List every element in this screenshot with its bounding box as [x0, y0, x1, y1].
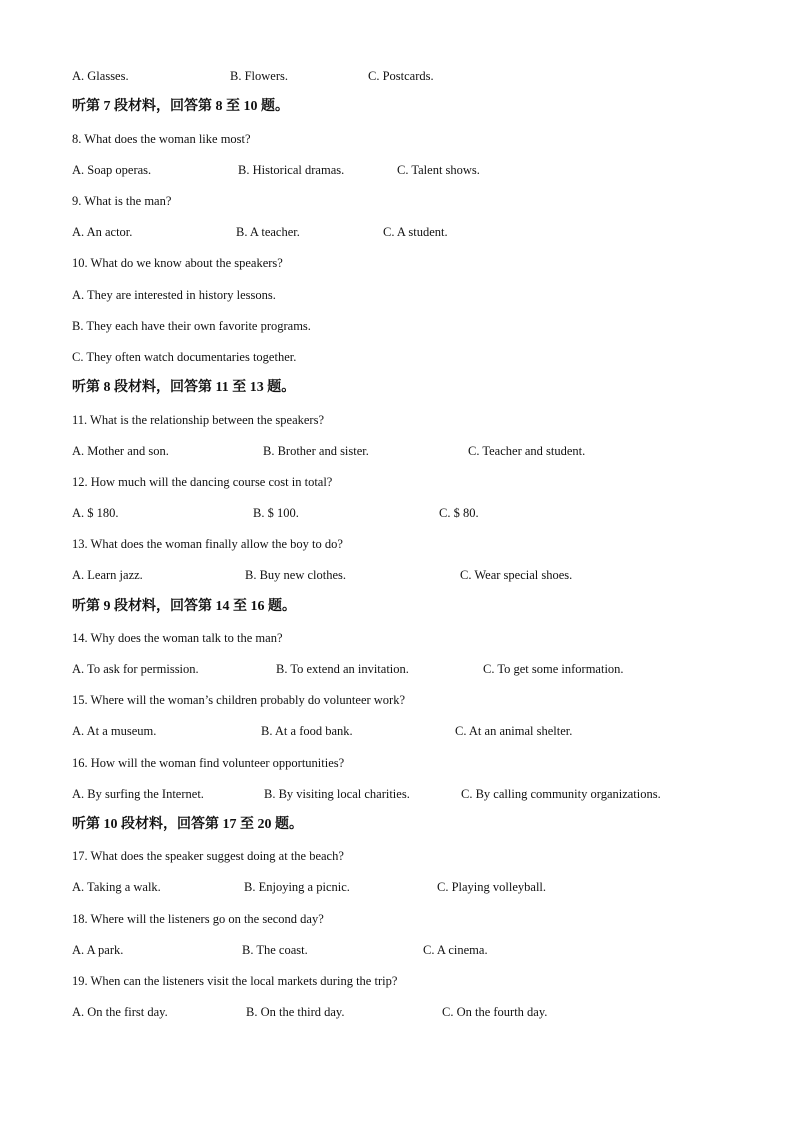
option-c: C. On the fourth day. [442, 1005, 548, 1019]
option-b: B. Enjoying a picnic. [244, 880, 350, 894]
option-a: A. Glasses. [72, 69, 129, 83]
question-text: 10. What do we know about the speakers? [72, 256, 283, 270]
option-b: B. Brother and sister. [263, 444, 369, 458]
option-c: C. By calling community organizations. [461, 787, 661, 801]
option-a: A. Soap operas. [72, 163, 152, 177]
option-c: C. A student. [383, 225, 448, 239]
option-c: C. At an animal shelter. [455, 724, 573, 738]
option-a: A. To ask for permission. [72, 662, 199, 676]
option-c: C. $ 80. [439, 506, 479, 520]
section-heading: 听第 9 段材料，回答第 14 至 16 题。 [72, 599, 296, 614]
option-b: B. Historical dramas. [238, 163, 345, 177]
question-text: 12. How much will the dancing course cost in total? [72, 475, 333, 489]
option-b: B. Flowers. [230, 69, 288, 83]
option-a: A. At a museum. [72, 724, 157, 738]
section-heading: 听第 8 段材料，回答第 11 至 13 题。 [72, 380, 296, 395]
option-c: C. Playing volleyball. [437, 880, 547, 894]
option-b: B. Buy new clothes. [245, 568, 347, 582]
option-a: A. Learn jazz. [72, 568, 143, 582]
question-text: 19. When can the listeners visit the local markets during the trip? [72, 974, 398, 988]
option-c: C. Wear special shoes. [460, 568, 573, 582]
question-text: 17. What does the speaker suggest doing at the beach? [72, 849, 344, 863]
option-c: C. A cinema. [423, 943, 488, 957]
option-a: A. They are interested in history lessons. [72, 288, 276, 302]
question-text: 13. What does the woman finally allow the boy to do? [72, 537, 343, 551]
question-text: 14. Why does the woman talk to the man? [72, 631, 283, 645]
option-a: A. $ 180. [72, 506, 119, 520]
option-b: B. By visiting local charities. [264, 787, 410, 801]
question-text: 9. What is the man? [72, 194, 172, 208]
question-text: 15. Where will the woman’s children probably do volunteer work? [72, 693, 406, 707]
section-heading: 听第 10 段材料，回答第 17 至 20 题。 [72, 817, 303, 832]
option-b: B. A teacher. [236, 225, 300, 239]
option-b: B. They each have their own favorite programs. [72, 319, 311, 333]
section-heading: 听第 7 段材料，回答第 8 至 10 题。 [72, 99, 289, 114]
option-b: B. On the third day. [246, 1005, 345, 1019]
option-a: A. Mother and son. [72, 444, 169, 458]
question-text: 8. What does the woman like most? [72, 132, 251, 146]
option-c: C. To get some information. [483, 662, 624, 676]
option-b: B. The coast. [242, 943, 308, 957]
option-c: C. Postcards. [368, 69, 434, 83]
option-a: A. A park. [72, 943, 124, 957]
question-text: 11. What is the relationship between the speakers? [72, 413, 325, 427]
question-text: 16. How will the woman find volunteer opportunities? [72, 756, 345, 770]
option-c: C. Talent shows. [397, 163, 480, 177]
option-a: A. By surfing the Internet. [72, 787, 204, 801]
option-c: C. Teacher and student. [468, 444, 586, 458]
option-b: B. To extend an invitation. [276, 662, 409, 676]
option-c: C. They often watch documentaries together. [72, 350, 297, 364]
option-a: A. An actor. [72, 225, 133, 239]
option-a: A. Taking a walk. [72, 880, 161, 894]
option-a: A. On the first day. [72, 1005, 168, 1019]
option-b: B. $ 100. [253, 506, 299, 520]
option-b: B. At a food bank. [261, 724, 353, 738]
question-text: 18. Where will the listeners go on the second day? [72, 912, 324, 926]
